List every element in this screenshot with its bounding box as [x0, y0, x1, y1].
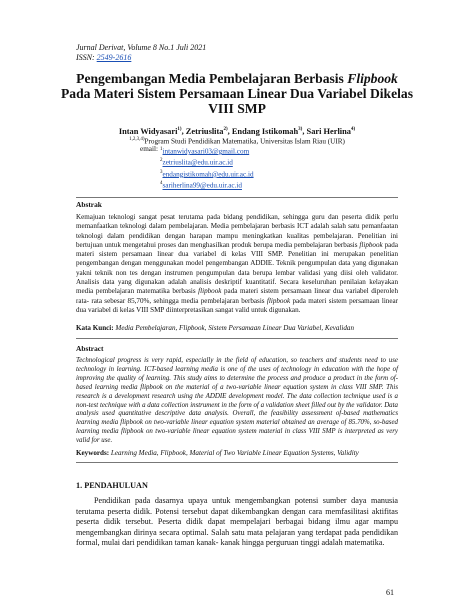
abstrak-run: pada materi sistem persamaan linear dua variabel di kelas VIII SMP diinterpretasikan sangat valid untuk digunakan.	[76, 296, 398, 314]
email-block	[140, 145, 254, 191]
email-row	[160, 156, 254, 167]
email-link[interactable]: endangistikomah@edu.uir.ac.id	[162, 170, 254, 179]
email-link[interactable]: intanwidyasari03@gmail.com	[162, 147, 250, 156]
email-label: email:	[140, 145, 158, 153]
author-sep: ,	[302, 126, 307, 136]
keywords-text: Learning Media, Flipbook, Material of Two Variable Linear Equation Systems, Validity	[110, 449, 359, 457]
title-part-1: Pengembangan Media Pembelajaran Berbasis	[76, 71, 348, 86]
author-sup: 1)	[177, 127, 182, 132]
abstrak-text	[76, 213, 398, 315]
section-body	[76, 496, 398, 549]
issn-label: ISSN:	[76, 53, 97, 62]
email-sup: 1	[160, 147, 163, 152]
keywords-label: Keywords:	[76, 449, 111, 457]
section-heading: 1. PENDAHULUAN	[76, 481, 148, 490]
kata-kunci	[76, 324, 398, 333]
divider	[76, 462, 398, 463]
abstrak-italic: flipbook	[359, 240, 383, 249]
email-sup: 3	[160, 169, 163, 175]
body-paragraph: Pendidikan pada dasarnya upaya untuk mengembangkan potensi sumber daya manusia terutama peserta didik. Potensi tersebut dapat dikembangkan dengan cara memfasilitasi aktifitas peserta didik tersebut. Peserta didik dapat mempelajari berbagai bidang ilmu agar mampu mengembangkan dirinya secara optimal. Salah satu mata pelajaran yang terdapat pada pendidikan formal, mulai dari pendidikan taman kanak- kanak hingga perguruan tinggi adalah matematika.	[76, 496, 398, 548]
author-name: Endang Istikomah	[231, 126, 299, 136]
abstrak-run: pada materi sistem persamaan linear dua variabel di kelas VIII SMP. Penelitian ini merupakan penelitian pengembangan dengan menggunakan model pengembangan ADDIE. Teknik pengumpulan data yang digunakan yakni teknik non tes dengan instrumen pengumpulan data berupa lembar validasi yang diisi oleh validator. Analisis data yang digunakan adalah analisis deskriptif kuantitatif. Secara keseluruhan penilaian kelayakan media pembelajaran matematika berbasis	[76, 240, 398, 296]
abstrak-run: pada materi sistem persamaan linear dua variabel diperoleh rata- rata sebesar 85,70%, sehingga media pembelajaran berbasis	[76, 287, 398, 305]
author-sep: ,	[227, 126, 232, 136]
email-sup: 2	[160, 158, 163, 164]
journal-header	[76, 43, 206, 63]
email-link[interactable]: zetriuslita@edu.uir.ac.id	[162, 158, 233, 167]
email-row	[160, 145, 254, 156]
author-sup: 3)	[298, 127, 303, 132]
email-row	[160, 179, 254, 190]
author-sup: 4)	[350, 127, 356, 132]
author-name: Intan Widyasari	[118, 126, 178, 136]
keywords	[76, 449, 398, 458]
divider	[76, 338, 398, 339]
abstrak-run: Kemajuan teknologi sangat pesat terutama pada bidang pendidikan, sehingga guru dan peserta didik perlu memanfaatkan teknologi dalam pembelajaran. Media pembelajaran berbasis ICT adalah salah satu pemanfaatan teknologi dalam pendidikan dengan harapan mampu meningkatkan kualitas pembelajaran. Penelitian ini bertujuan untuk mengetahui proses dan menghasilkan produk berupa media pembelajaran berbasis	[76, 213, 398, 249]
abstrak-italic: flipbook	[198, 287, 222, 296]
author-sep: ,	[181, 126, 186, 136]
email-link[interactable]: sariherlina99@edu.uir.ac.id	[162, 181, 242, 190]
affiliation-sup: 1,2,3,4)	[129, 137, 145, 142]
divider	[76, 197, 398, 198]
author-name: Zetriuslita	[185, 126, 224, 136]
title-italic: Flipbook	[347, 71, 398, 86]
kata-kunci-label: Kata Kunci:	[76, 324, 116, 332]
kata-kunci-text: Media Pembelajaran, Flipbook, Sistem Persamaan Linear Dua Variabel, Kevalidan	[115, 324, 355, 332]
abstract-heading: Abstract	[76, 344, 104, 353]
affiliation-text: Program Studi Pendidikan Matematika, Universitas Islam Riau (UIR)	[144, 137, 345, 146]
abstrak-italic: flipbook	[266, 296, 291, 305]
author-sup: 2)	[223, 127, 228, 132]
title-part-2: Pada Materi Sistem Persamaan Linear Dua Variabel Dikelas VIII SMP	[60, 86, 414, 116]
abstrak-heading: Abstrak	[76, 200, 102, 209]
journal-info: Jurnal Derivat, Volume 8 No.1 Juli 2021	[76, 43, 207, 52]
issn-link[interactable]: 2549-2616	[96, 53, 132, 62]
issn-line	[76, 53, 206, 63]
paper-title	[60, 71, 414, 116]
email-sup: 4	[160, 181, 163, 187]
page-number: 61	[386, 588, 394, 597]
author-name: Sari Herlina	[306, 126, 351, 136]
email-row	[160, 168, 254, 179]
abstract-text: Technological progress is very rapid, especially in the field of education, so teachers and students need to use technology in learning. ICT-based learning media is one of the uses of technology in education with the hope of improving the quality of learning. This study aims to determine the process and produce a product in the form of-based learning media flipbook on the material of a two-variable linear equation system in class VIII SMP. This research is a development research using the ADDIE development model. The data collection technique used is a non-test technique with a data collection instrument in the form of a validation sheet filled out by the validator. Data analysis used quantitative descriptive data analysis. Overall, the feasibility assessment of-based mathematics learning media flipbook on two-variable linear equation system material obtained an average of 85.70%, so-based learning media flipbook on two-variable linear equation system material in class VIII SMP is interpreted as very valid for use.	[76, 357, 398, 445]
